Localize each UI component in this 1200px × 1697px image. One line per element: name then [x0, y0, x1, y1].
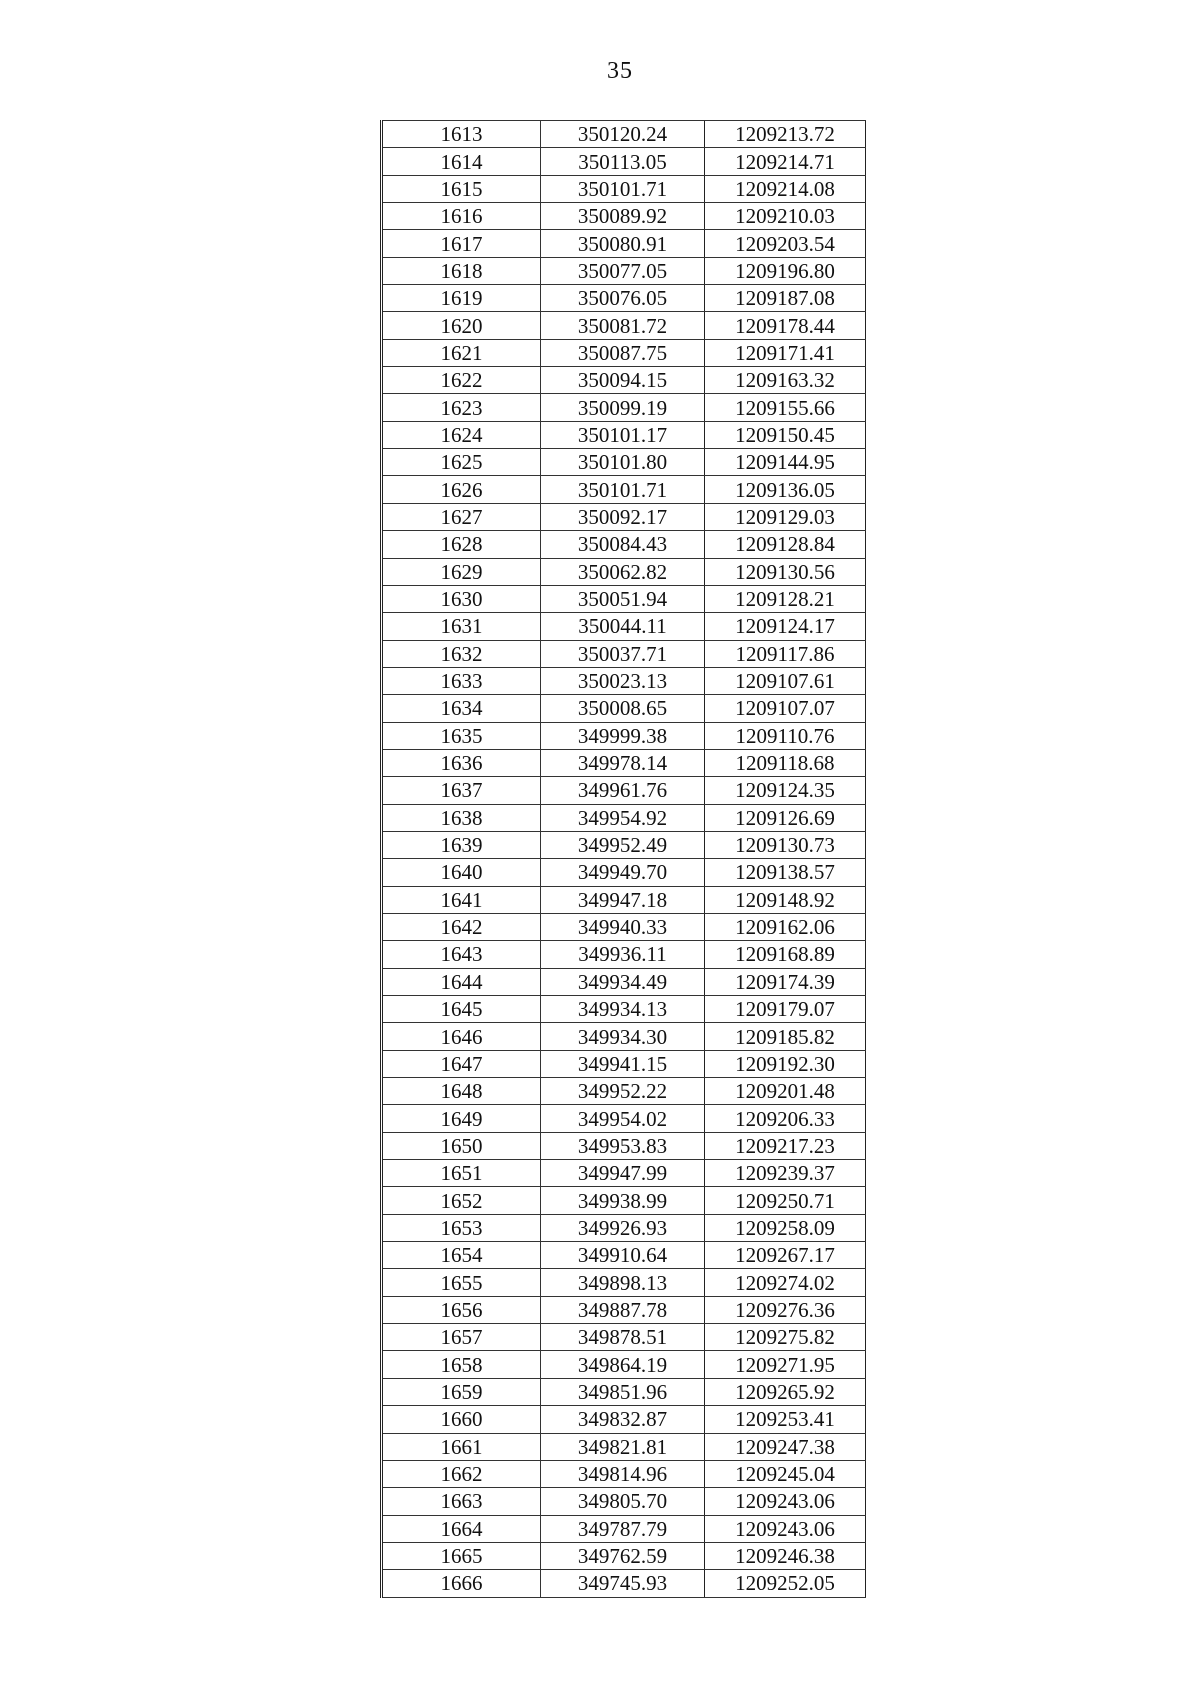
y-coordinate-cell: 1209124.17 — [705, 613, 866, 640]
table-row — [382, 449, 866, 476]
x-coordinate-cell: 349936.11 — [541, 941, 705, 968]
x-coordinate-cell: 349787.79 — [541, 1515, 705, 1542]
point-number-cell: 1619 — [382, 285, 541, 312]
table-row — [382, 285, 866, 312]
point-number-cell: 1630 — [382, 585, 541, 612]
point-number-cell: 1650 — [382, 1132, 541, 1159]
y-coordinate-cell: 1209163.32 — [705, 367, 866, 394]
point-number-cell: 1648 — [382, 1078, 541, 1105]
x-coordinate-cell: 350080.91 — [541, 230, 705, 257]
point-number-cell: 1663 — [382, 1488, 541, 1515]
y-coordinate-cell: 1209155.66 — [705, 394, 866, 421]
table-row — [382, 339, 866, 366]
table-row — [382, 1050, 866, 1077]
point-number-cell: 1628 — [382, 531, 541, 558]
y-coordinate-cell: 1209126.69 — [705, 804, 866, 831]
coordinates-table-body — [382, 121, 866, 1598]
point-number-cell: 1652 — [382, 1187, 541, 1214]
y-coordinate-cell: 1209265.92 — [705, 1378, 866, 1405]
y-coordinate-cell: 1209138.57 — [705, 859, 866, 886]
x-coordinate-cell: 350023.13 — [541, 667, 705, 694]
y-coordinate-cell: 1209253.41 — [705, 1406, 866, 1433]
x-coordinate-cell: 349887.78 — [541, 1296, 705, 1323]
x-coordinate-cell: 350008.65 — [541, 695, 705, 722]
x-coordinate-cell: 349864.19 — [541, 1351, 705, 1378]
table-row — [382, 476, 866, 503]
y-coordinate-cell: 1209239.37 — [705, 1160, 866, 1187]
x-coordinate-cell: 349999.38 — [541, 722, 705, 749]
table-row — [382, 1515, 866, 1542]
y-coordinate-cell: 1209136.05 — [705, 476, 866, 503]
table-row — [382, 1324, 866, 1351]
x-coordinate-cell: 350077.05 — [541, 257, 705, 284]
table-row — [382, 1570, 866, 1597]
x-coordinate-cell: 349762.59 — [541, 1542, 705, 1569]
x-coordinate-cell: 349949.70 — [541, 859, 705, 886]
table-row — [382, 558, 866, 585]
point-number-cell: 1647 — [382, 1050, 541, 1077]
y-coordinate-cell: 1209275.82 — [705, 1324, 866, 1351]
y-coordinate-cell: 1209107.61 — [705, 667, 866, 694]
point-number-cell: 1638 — [382, 804, 541, 831]
x-coordinate-cell: 349947.99 — [541, 1160, 705, 1187]
x-coordinate-cell: 349934.13 — [541, 996, 705, 1023]
point-number-cell: 1635 — [382, 722, 541, 749]
table-row — [382, 640, 866, 667]
x-coordinate-cell: 349954.92 — [541, 804, 705, 831]
y-coordinate-cell: 1209185.82 — [705, 1023, 866, 1050]
point-number-cell: 1627 — [382, 503, 541, 530]
table-row — [382, 585, 866, 612]
table-row — [382, 1378, 866, 1405]
x-coordinate-cell: 349941.15 — [541, 1050, 705, 1077]
y-coordinate-cell: 1209178.44 — [705, 312, 866, 339]
point-number-cell: 1645 — [382, 996, 541, 1023]
point-number-cell: 1636 — [382, 749, 541, 776]
x-coordinate-cell: 349952.49 — [541, 831, 705, 858]
table-row — [382, 230, 866, 257]
table-row — [382, 175, 866, 202]
point-number-cell: 1624 — [382, 421, 541, 448]
point-number-cell: 1615 — [382, 175, 541, 202]
y-coordinate-cell: 1209274.02 — [705, 1269, 866, 1296]
y-coordinate-cell: 1209252.05 — [705, 1570, 866, 1597]
table-row — [382, 531, 866, 558]
point-number-cell: 1621 — [382, 339, 541, 366]
y-coordinate-cell: 1209214.08 — [705, 175, 866, 202]
x-coordinate-cell: 350094.15 — [541, 367, 705, 394]
point-number-cell: 1614 — [382, 148, 541, 175]
table-row — [382, 1296, 866, 1323]
y-coordinate-cell: 1209206.33 — [705, 1105, 866, 1132]
x-coordinate-cell: 350101.71 — [541, 175, 705, 202]
y-coordinate-cell: 1209267.17 — [705, 1242, 866, 1269]
point-number-cell: 1659 — [382, 1378, 541, 1405]
x-coordinate-cell: 349978.14 — [541, 749, 705, 776]
table-row — [382, 503, 866, 530]
y-coordinate-cell: 1209196.80 — [705, 257, 866, 284]
table-row — [382, 312, 866, 339]
point-number-cell: 1657 — [382, 1324, 541, 1351]
x-coordinate-cell: 350084.43 — [541, 531, 705, 558]
table-row — [382, 996, 866, 1023]
x-coordinate-cell: 350087.75 — [541, 339, 705, 366]
point-number-cell: 1637 — [382, 777, 541, 804]
table-row — [382, 777, 866, 804]
x-coordinate-cell: 349821.81 — [541, 1433, 705, 1460]
table-row — [382, 1351, 866, 1378]
table-row — [382, 121, 866, 148]
table-row — [382, 367, 866, 394]
point-number-cell: 1653 — [382, 1214, 541, 1241]
table-row — [382, 941, 866, 968]
y-coordinate-cell: 1209276.36 — [705, 1296, 866, 1323]
point-number-cell: 1639 — [382, 831, 541, 858]
point-number-cell: 1641 — [382, 886, 541, 913]
y-coordinate-cell: 1209210.03 — [705, 203, 866, 230]
x-coordinate-cell: 350120.24 — [541, 121, 705, 148]
point-number-cell: 1631 — [382, 613, 541, 640]
y-coordinate-cell: 1209246.38 — [705, 1542, 866, 1569]
x-coordinate-cell: 349926.93 — [541, 1214, 705, 1241]
table-row — [382, 1132, 866, 1159]
point-number-cell: 1620 — [382, 312, 541, 339]
y-coordinate-cell: 1209124.35 — [705, 777, 866, 804]
x-coordinate-cell: 350099.19 — [541, 394, 705, 421]
point-number-cell: 1654 — [382, 1242, 541, 1269]
point-number-cell: 1613 — [382, 121, 541, 148]
y-coordinate-cell: 1209201.48 — [705, 1078, 866, 1105]
point-number-cell: 1662 — [382, 1460, 541, 1487]
point-number-cell: 1664 — [382, 1515, 541, 1542]
y-coordinate-cell: 1209144.95 — [705, 449, 866, 476]
table-row — [382, 1187, 866, 1214]
point-number-cell: 1656 — [382, 1296, 541, 1323]
x-coordinate-cell: 349898.13 — [541, 1269, 705, 1296]
y-coordinate-cell: 1209179.07 — [705, 996, 866, 1023]
table-row — [382, 1542, 866, 1569]
y-coordinate-cell: 1209148.92 — [705, 886, 866, 913]
x-coordinate-cell: 349805.70 — [541, 1488, 705, 1515]
point-number-cell: 1643 — [382, 941, 541, 968]
y-coordinate-cell: 1209243.06 — [705, 1515, 866, 1542]
point-number-cell: 1626 — [382, 476, 541, 503]
x-coordinate-cell: 349832.87 — [541, 1406, 705, 1433]
table-row — [382, 1406, 866, 1433]
x-coordinate-cell: 349961.76 — [541, 777, 705, 804]
point-number-cell: 1617 — [382, 230, 541, 257]
y-coordinate-cell: 1209247.38 — [705, 1433, 866, 1460]
table-row — [382, 749, 866, 776]
x-coordinate-cell: 350092.17 — [541, 503, 705, 530]
y-coordinate-cell: 1209150.45 — [705, 421, 866, 448]
y-coordinate-cell: 1209107.07 — [705, 695, 866, 722]
y-coordinate-cell: 1209128.21 — [705, 585, 866, 612]
table-row — [382, 667, 866, 694]
x-coordinate-cell: 350101.17 — [541, 421, 705, 448]
y-coordinate-cell: 1209171.41 — [705, 339, 866, 366]
coordinates-table — [380, 120, 866, 1598]
table-row — [382, 1269, 866, 1296]
y-coordinate-cell: 1209130.56 — [705, 558, 866, 585]
point-number-cell: 1646 — [382, 1023, 541, 1050]
y-coordinate-cell: 1209245.04 — [705, 1460, 866, 1487]
point-number-cell: 1644 — [382, 968, 541, 995]
y-coordinate-cell: 1209271.95 — [705, 1351, 866, 1378]
point-number-cell: 1623 — [382, 394, 541, 421]
table-row — [382, 1023, 866, 1050]
x-coordinate-cell: 349814.96 — [541, 1460, 705, 1487]
x-coordinate-cell: 350101.80 — [541, 449, 705, 476]
x-coordinate-cell: 350113.05 — [541, 148, 705, 175]
point-number-cell: 1661 — [382, 1433, 541, 1460]
table-row — [382, 203, 866, 230]
table-row — [382, 886, 866, 913]
x-coordinate-cell: 350044.11 — [541, 613, 705, 640]
table-row — [382, 1160, 866, 1187]
point-number-cell: 1618 — [382, 257, 541, 284]
y-coordinate-cell: 1209213.72 — [705, 121, 866, 148]
x-coordinate-cell: 349953.83 — [541, 1132, 705, 1159]
point-number-cell: 1629 — [382, 558, 541, 585]
table-row — [382, 257, 866, 284]
table-row — [382, 695, 866, 722]
table-row — [382, 421, 866, 448]
x-coordinate-cell: 350062.82 — [541, 558, 705, 585]
x-coordinate-cell: 349745.93 — [541, 1570, 705, 1597]
y-coordinate-cell: 1209110.76 — [705, 722, 866, 749]
table-row — [382, 913, 866, 940]
point-number-cell: 1642 — [382, 913, 541, 940]
y-coordinate-cell: 1209162.06 — [705, 913, 866, 940]
x-coordinate-cell: 349910.64 — [541, 1242, 705, 1269]
table-row — [382, 1460, 866, 1487]
point-number-cell: 1622 — [382, 367, 541, 394]
y-coordinate-cell: 1209174.39 — [705, 968, 866, 995]
point-number-cell: 1649 — [382, 1105, 541, 1132]
y-coordinate-cell: 1209217.23 — [705, 1132, 866, 1159]
point-number-cell: 1640 — [382, 859, 541, 886]
table-row — [382, 148, 866, 175]
point-number-cell: 1633 — [382, 667, 541, 694]
point-number-cell: 1632 — [382, 640, 541, 667]
x-coordinate-cell: 350089.92 — [541, 203, 705, 230]
x-coordinate-cell: 349940.33 — [541, 913, 705, 940]
x-coordinate-cell: 349851.96 — [541, 1378, 705, 1405]
point-number-cell: 1658 — [382, 1351, 541, 1378]
x-coordinate-cell: 350101.71 — [541, 476, 705, 503]
point-number-cell: 1660 — [382, 1406, 541, 1433]
point-number-cell: 1655 — [382, 1269, 541, 1296]
y-coordinate-cell: 1209128.84 — [705, 531, 866, 558]
y-coordinate-cell: 1209258.09 — [705, 1214, 866, 1241]
point-number-cell: 1665 — [382, 1542, 541, 1569]
y-coordinate-cell: 1209214.71 — [705, 148, 866, 175]
table-row — [382, 394, 866, 421]
point-number-cell: 1625 — [382, 449, 541, 476]
y-coordinate-cell: 1209203.54 — [705, 230, 866, 257]
point-number-cell: 1634 — [382, 695, 541, 722]
table-row — [382, 968, 866, 995]
y-coordinate-cell: 1209117.86 — [705, 640, 866, 667]
x-coordinate-cell: 349947.18 — [541, 886, 705, 913]
table-row — [382, 804, 866, 831]
y-coordinate-cell: 1209187.08 — [705, 285, 866, 312]
point-number-cell: 1666 — [382, 1570, 541, 1597]
y-coordinate-cell: 1209130.73 — [705, 831, 866, 858]
x-coordinate-cell: 349954.02 — [541, 1105, 705, 1132]
point-number-cell: 1651 — [382, 1160, 541, 1187]
table-row — [382, 1214, 866, 1241]
x-coordinate-cell: 349934.49 — [541, 968, 705, 995]
table-row — [382, 1488, 866, 1515]
y-coordinate-cell: 1209250.71 — [705, 1187, 866, 1214]
table-row — [382, 722, 866, 749]
table-row — [382, 1242, 866, 1269]
page-number: 35 — [607, 58, 633, 84]
table-row — [382, 859, 866, 886]
y-coordinate-cell: 1209118.68 — [705, 749, 866, 776]
x-coordinate-cell: 350076.05 — [541, 285, 705, 312]
x-coordinate-cell: 350081.72 — [541, 312, 705, 339]
table-row — [382, 1105, 866, 1132]
y-coordinate-cell: 1209168.89 — [705, 941, 866, 968]
x-coordinate-cell: 350037.71 — [541, 640, 705, 667]
x-coordinate-cell: 349952.22 — [541, 1078, 705, 1105]
y-coordinate-cell: 1209192.30 — [705, 1050, 866, 1077]
x-coordinate-cell: 349878.51 — [541, 1324, 705, 1351]
y-coordinate-cell: 1209129.03 — [705, 503, 866, 530]
x-coordinate-cell: 349938.99 — [541, 1187, 705, 1214]
table-row — [382, 1078, 866, 1105]
y-coordinate-cell: 1209243.06 — [705, 1488, 866, 1515]
table-row — [382, 613, 866, 640]
x-coordinate-cell: 349934.30 — [541, 1023, 705, 1050]
x-coordinate-cell: 350051.94 — [541, 585, 705, 612]
table-row — [382, 831, 866, 858]
point-number-cell: 1616 — [382, 203, 541, 230]
table-row — [382, 1433, 866, 1460]
